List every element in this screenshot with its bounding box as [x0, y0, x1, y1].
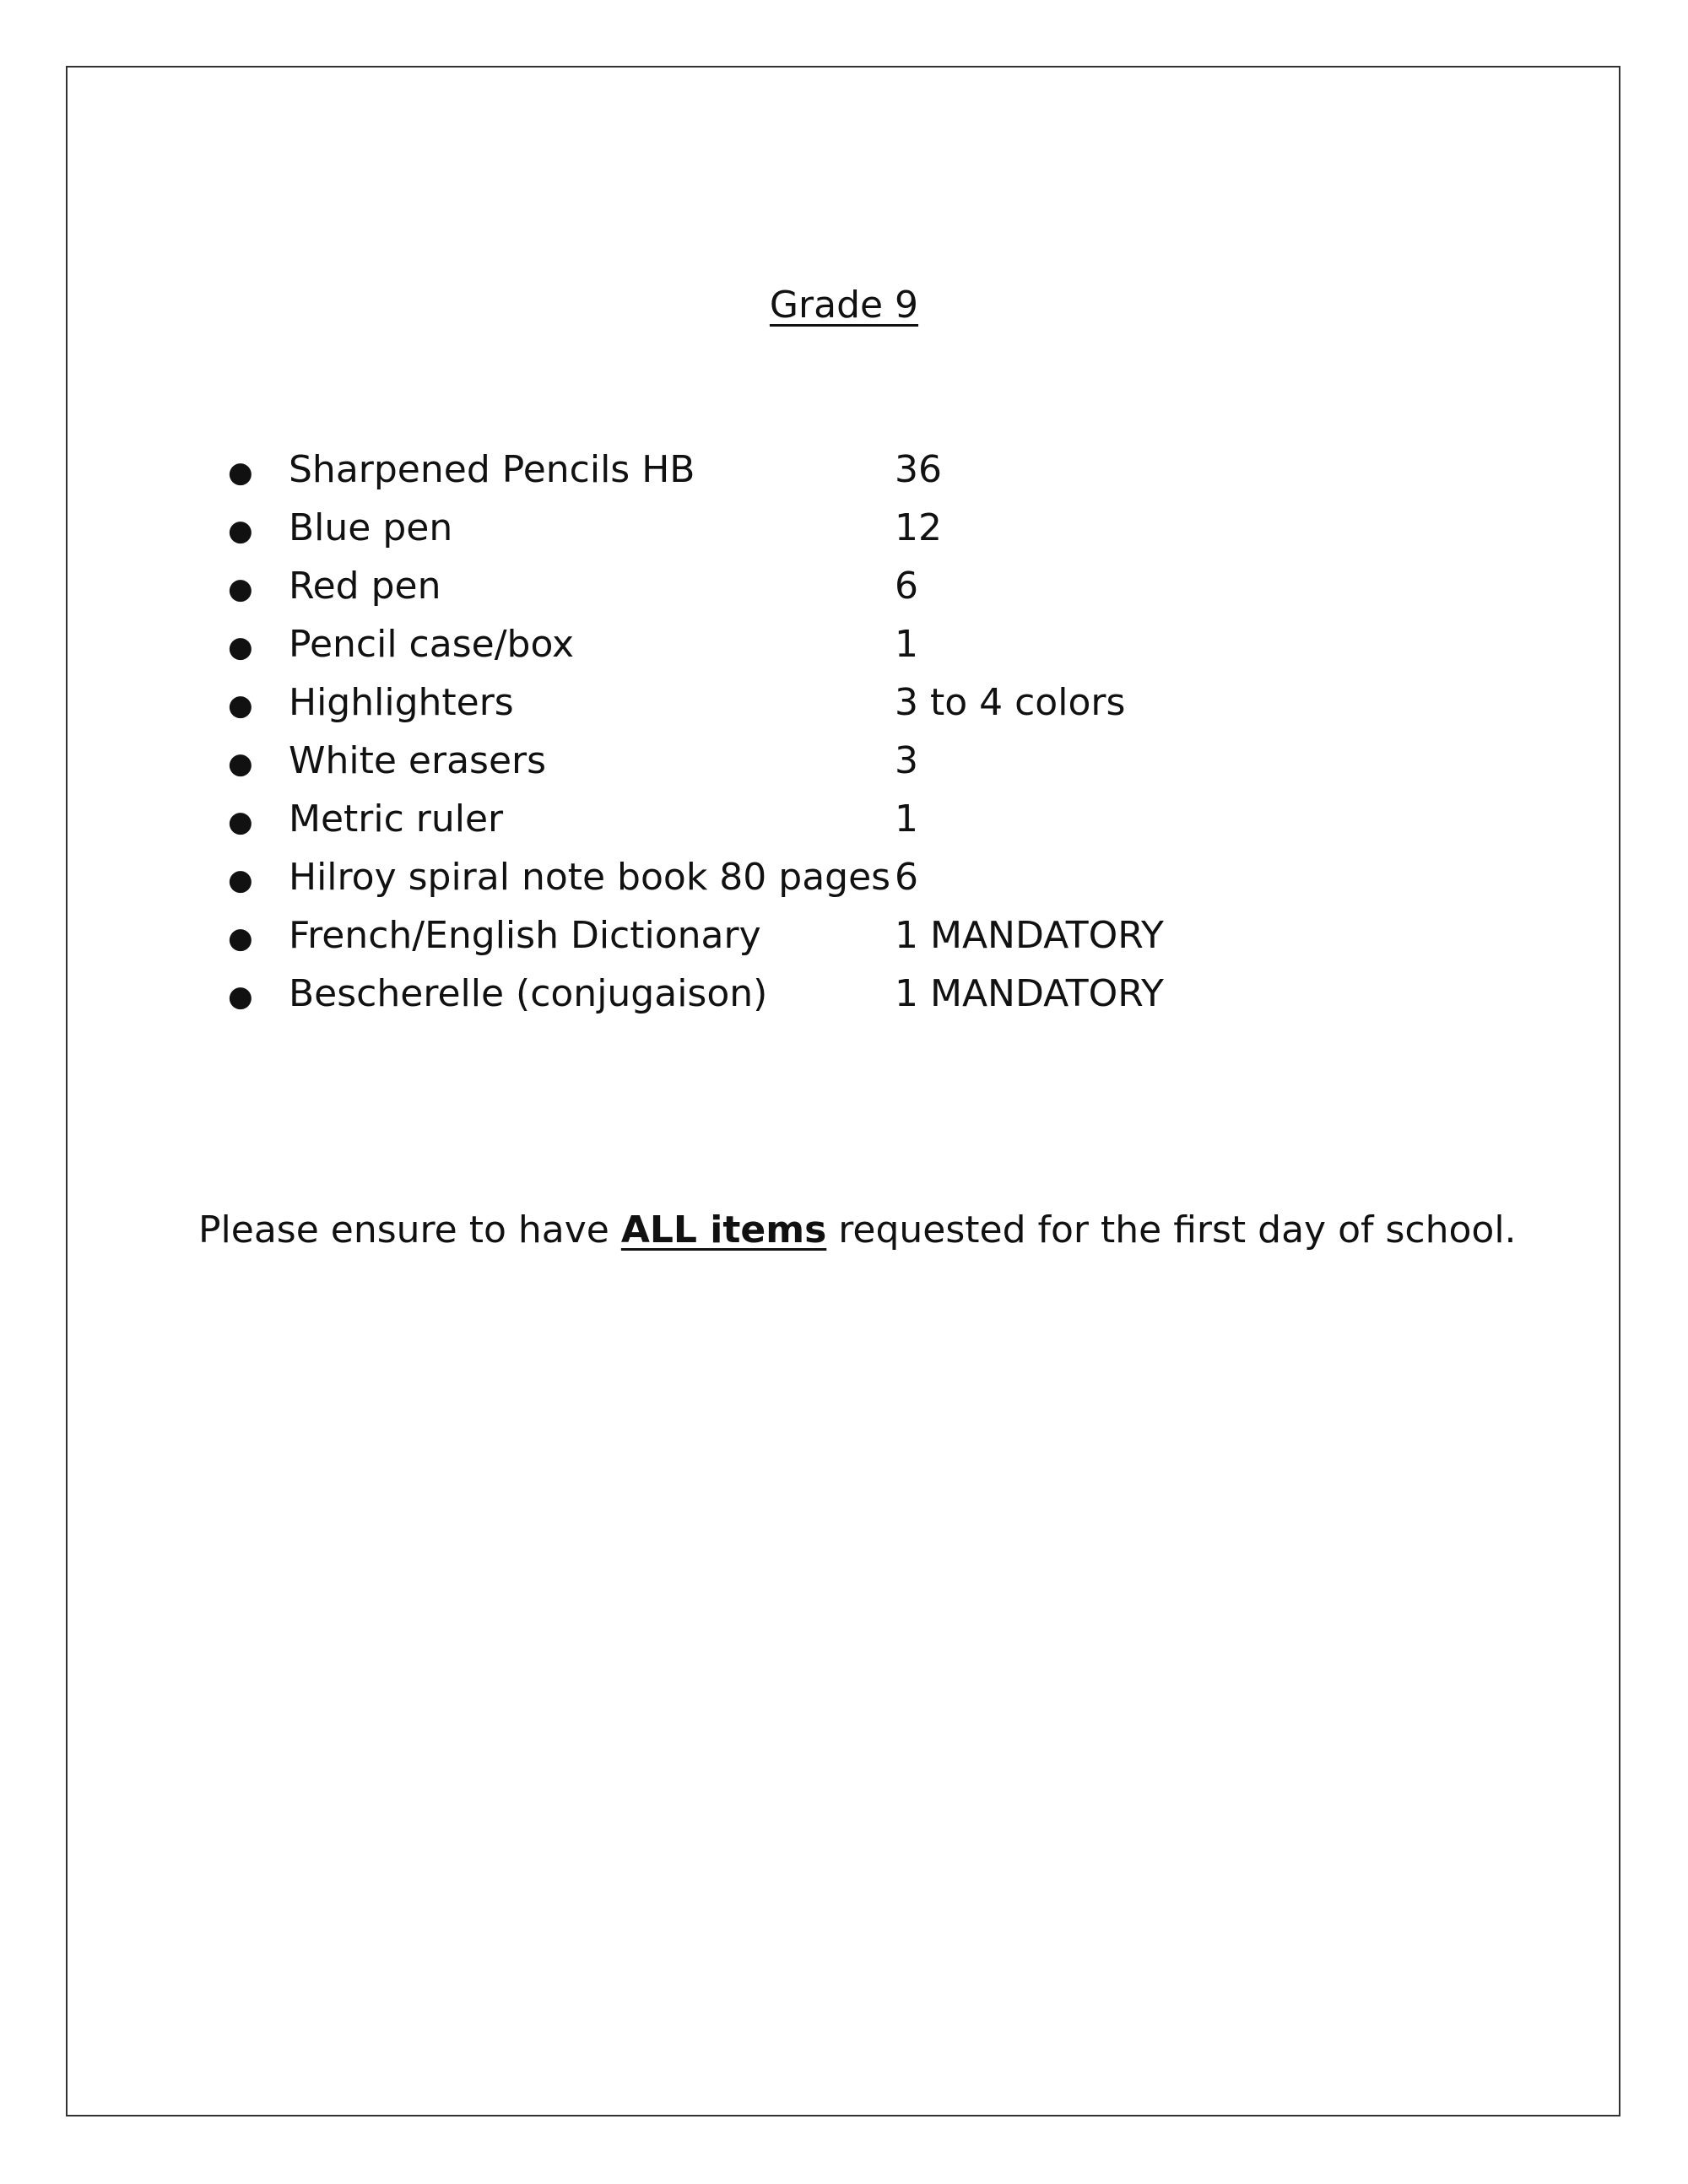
page-border	[66, 66, 1620, 2116]
page-title	[0, 280, 1688, 331]
item-quantity: 6	[895, 565, 918, 608]
item-quantity: 36	[895, 448, 942, 491]
item-quantity: 1	[895, 623, 918, 666]
item-name: Blue pen	[289, 506, 453, 549]
item-name: Red pen	[289, 565, 441, 608]
item-name: Sharpened Pencils HB	[289, 448, 695, 491]
bullet-icon: ●	[228, 747, 253, 781]
item-name: Pencil case/box	[289, 623, 575, 666]
bullet-icon: ●	[228, 630, 253, 664]
item-name: White erasers	[289, 739, 547, 782]
bullet-icon: ●	[228, 689, 253, 722]
item-quantity: 1	[895, 797, 918, 841]
item-quantity: 3	[895, 739, 918, 782]
list-item	[228, 732, 1164, 790]
list-item	[228, 965, 1164, 1023]
item-quantity: 1 MANDATORY	[895, 972, 1164, 1015]
bullet-icon: ●	[228, 514, 253, 548]
bullet-icon: ●	[228, 456, 253, 489]
supply-list	[228, 441, 1164, 1023]
list-item	[228, 499, 1164, 557]
footer-note	[198, 1205, 1517, 1256]
item-quantity: 1 MANDATORY	[895, 914, 1164, 957]
item-quantity: 6	[895, 856, 918, 899]
bullet-icon: ●	[228, 922, 253, 955]
bullet-icon: ●	[228, 572, 253, 606]
footer-note-emphasis: ALL items	[620, 1208, 827, 1251]
item-name: Metric ruler	[289, 797, 504, 841]
list-item	[228, 848, 1164, 906]
item-name: Hilroy spiral note book 80 pages	[289, 856, 891, 899]
list-item	[228, 906, 1164, 965]
list-item	[228, 441, 1164, 499]
page-title-text: Grade 9	[769, 284, 919, 327]
list-item	[228, 673, 1164, 732]
bullet-icon: ●	[228, 980, 253, 1014]
item-name: Bescherelle (conjugaison)	[289, 972, 768, 1015]
item-quantity: 3 to 4 colors	[895, 681, 1126, 724]
list-item	[228, 790, 1164, 848]
item-quantity: 12	[895, 506, 942, 549]
footer-note-after: requested for the first day of school.	[826, 1208, 1517, 1251]
list-item	[228, 557, 1164, 615]
footer-note-before: Please ensure to have	[198, 1208, 621, 1251]
list-item	[228, 615, 1164, 673]
bullet-icon: ●	[228, 805, 253, 839]
item-name: Highlighters	[289, 681, 514, 724]
bullet-icon: ●	[228, 863, 253, 897]
item-name: French/English Dictionary	[289, 914, 761, 957]
